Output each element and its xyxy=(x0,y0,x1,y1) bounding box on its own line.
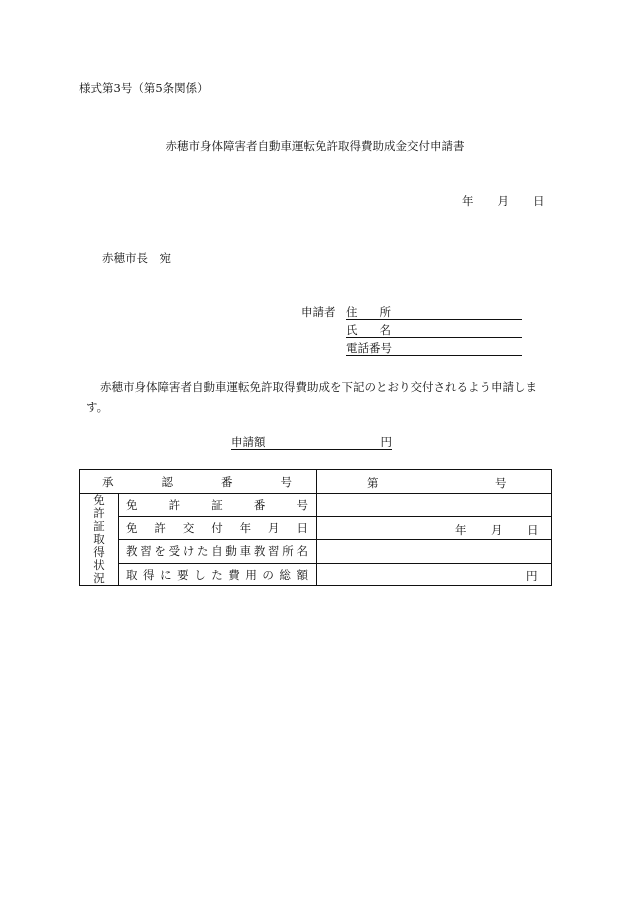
applicant-label: 申請者 xyxy=(301,305,336,319)
date-month-label: 月 xyxy=(497,194,509,208)
approval-number-input[interactable] xyxy=(317,470,551,493)
request-amount-field[interactable] xyxy=(231,434,392,450)
license-number-input[interactable] xyxy=(317,494,551,516)
applicant-phone-label: 電話番号 xyxy=(346,341,392,355)
approval-prefix: 第 xyxy=(367,476,379,490)
applicant-phone-field[interactable] xyxy=(346,340,522,356)
issue-day-label: 日 xyxy=(527,523,539,537)
request-body-text: 赤穂市身体障害者自動車運転免許取得費助成を下記のとおり交付されるよう申請します。 xyxy=(86,380,537,414)
approval-suffix: 号 xyxy=(495,476,507,490)
date-line xyxy=(438,193,545,209)
driving-school-label: 教 習 を 受 け た 自 動 車 教 習 所 名 xyxy=(126,544,308,558)
applicant-name-label: 氏名 xyxy=(346,323,413,337)
license-issue-date-label: 免 許 交 付 年 月 日 xyxy=(126,520,308,535)
cost-unit: 円 xyxy=(526,569,538,583)
license-status-section-label: 免 許 証 取 得 状 況 xyxy=(93,493,105,585)
applicant-name-field[interactable] xyxy=(346,322,522,338)
date-day-label: 日 xyxy=(533,194,545,208)
approval-number-label-char: 承 xyxy=(102,474,114,489)
applicant-address-label: 住所 xyxy=(346,305,413,319)
addressee: 赤穂市長 宛 xyxy=(102,251,171,265)
form-title: 赤穂市身体障害者自動車運転免許取得費助成金交付申請書 xyxy=(165,139,465,153)
date-year-label: 年 xyxy=(462,194,474,208)
total-cost-label: 取 得 に 要 し た 費 用 の 総 額 xyxy=(126,567,308,582)
request-amount-unit: 円 xyxy=(380,435,392,449)
license-info-table xyxy=(79,469,552,586)
driving-school-input[interactable] xyxy=(317,540,551,563)
issue-month-label: 月 xyxy=(491,523,503,537)
issue-year-label: 年 xyxy=(455,523,467,537)
request-amount-label: 申請額 xyxy=(231,435,266,449)
license-number-label: 免 許 証 番 号 xyxy=(126,497,308,512)
approval-number-header: 承 認 番 号 xyxy=(102,474,292,489)
license-issue-date-input[interactable] xyxy=(317,517,551,539)
total-cost-input[interactable] xyxy=(317,564,551,586)
form-number: 様式第3号（第5条関係） xyxy=(79,81,209,95)
applicant-address-field[interactable] xyxy=(346,304,522,320)
